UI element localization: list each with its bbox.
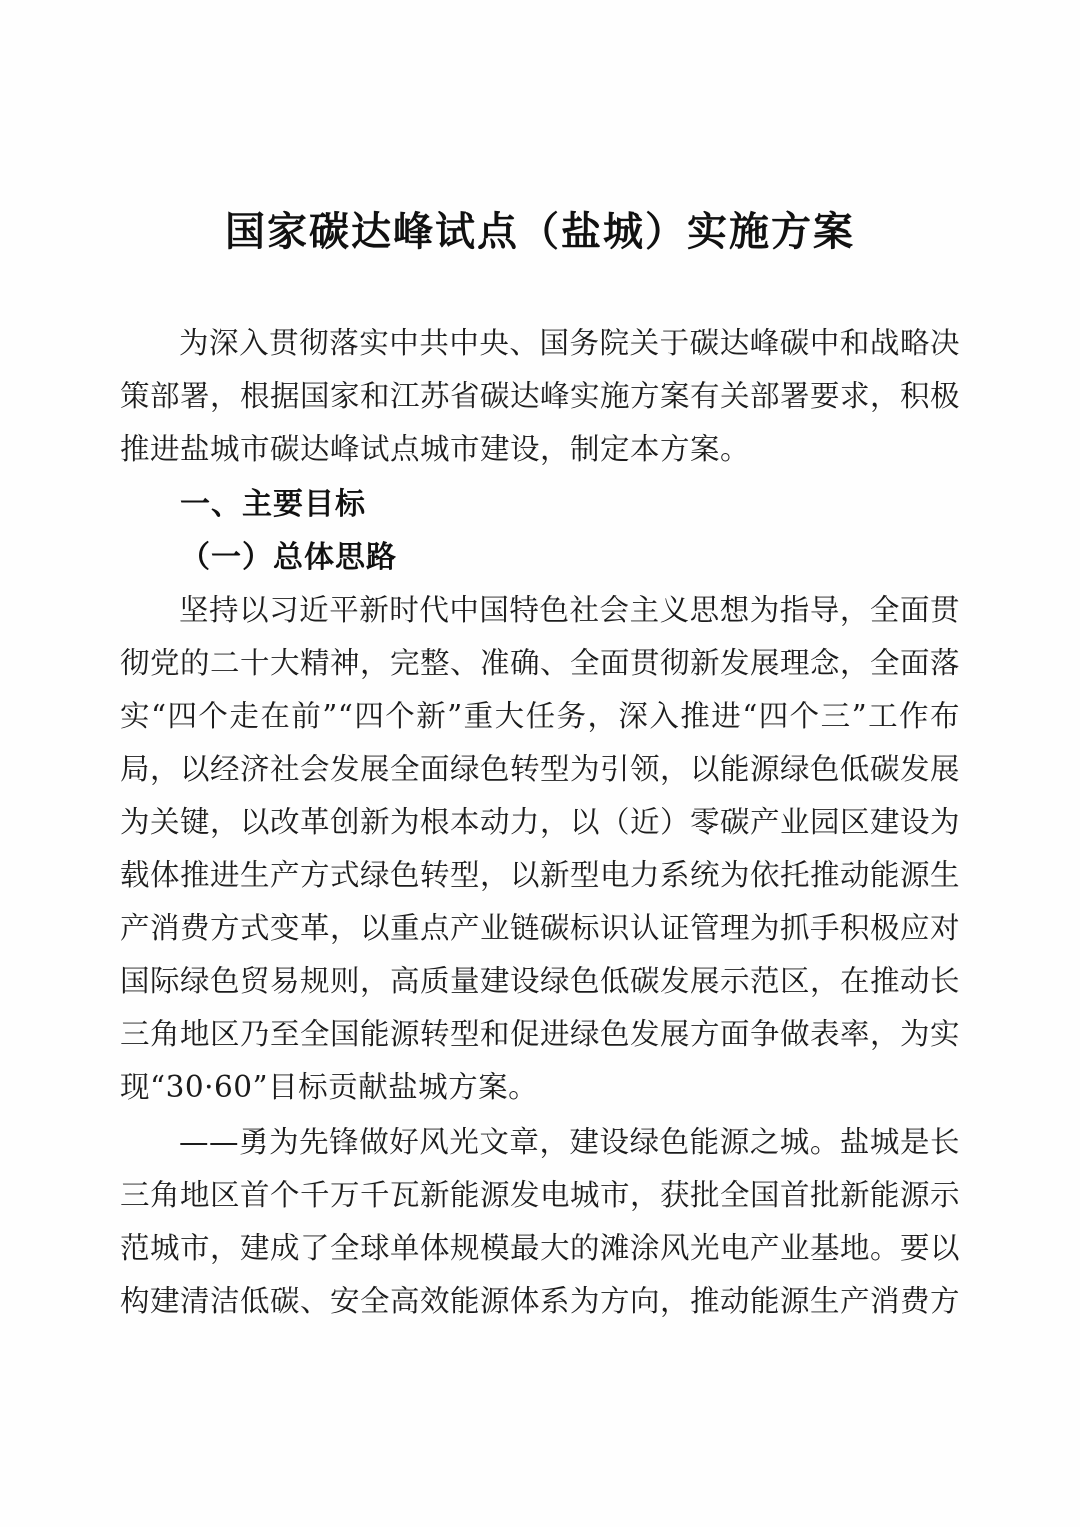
section-heading-main-goals: 一、主要目标 (180, 487, 366, 522)
page-title: 国家碳达峰试点（盐城）实施方案 (225, 208, 855, 255)
intro-paragraph: 为深入贯彻落实中共中央、国务院关于碳达峰碳中和战略决策部署，根据国家和江苏省碳达峰实施方案有关部署要求，积极推进盐城市碳达峰试点城市建设，制定本方案。 (120, 326, 961, 466)
overall-approach-paragraph: 坚持以习近平新时代中国特色社会主义思想为指导，全面贯彻党的二十大精神，完整、准确、全面贯彻新发展理念，全面落实“四个走在前”“四个新”重大任务，深入推进“四个三”工作布局，以经济社会发展全面绿色转型为引领，以能源绿色低碳发展为关键，以改革创新为根本动力，以（近）零碳产业园区建设为载体推进生产方式绿色转型，以新型电力系统为依托推动能源生产消费方式变革，以重点产业链碳标识认证管理为抓手积极应对国际绿色贸易规则，高质量建设绿色低碳发展示范区，在推动长三角地区乃至全国能源转型和促进绿色发展方面争做表率，为实现“30·60”目标贡献盐城方案。 (120, 593, 961, 1104)
green-energy-city-paragraph: ——勇为先锋做好风光文章，建设绿色能源之城。盐城是长三角地区首个千万千瓦新能源发电城市，获批全国首批新能源示范城市，建成了全球单体规模最大的滩涂风光电产业基地。要以构建清洁低碳、安全高效能源体系为方向，推动能源生产消费方 (120, 1125, 961, 1318)
subsection-heading-overall-approach: （一）总体思路 (180, 540, 397, 575)
